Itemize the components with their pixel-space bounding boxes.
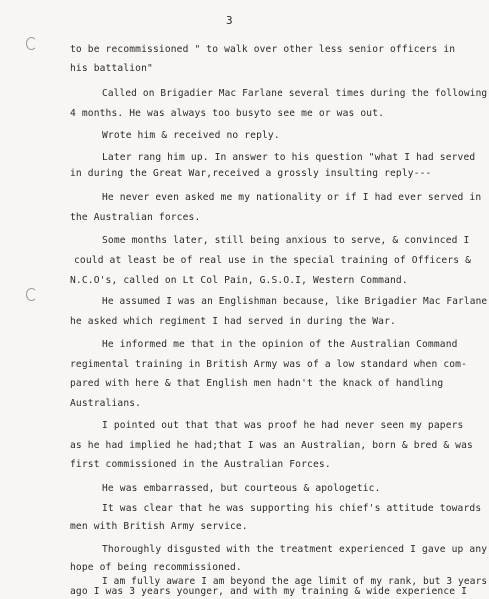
text-line: his battalion" — [70, 63, 153, 74]
text-line: Called on Brigadier Mac Farlane several times during the following — [102, 88, 488, 99]
text-line: he asked which regiment I had served in during the War. — [70, 316, 396, 327]
punch-hole-top — [26, 37, 37, 50]
text-line: ago I was 3 years younger, and with my training & wide experience I — [70, 586, 468, 597]
text-line: could at least be of real use in the special training of Officers & — [74, 255, 472, 266]
text-line: hope of being recommissioned. — [70, 562, 242, 573]
text-line: as he had implied he had;that I was an Australian, born & bred & was — [70, 440, 473, 451]
text-line: regimental training in British Army was of a low standard when com- — [70, 359, 468, 370]
text-line: Later rang him up. In answer to his question "what I had served — [102, 152, 476, 163]
punch-hole-middle — [26, 288, 37, 301]
text-line: in during the Great War,received a grossly insulting reply--- — [70, 168, 432, 179]
text-line: He informed me that in the opinion of the Australian Command — [102, 339, 458, 350]
text-line: to be recommissioned " to walk over other less senior officers in — [70, 44, 456, 55]
text-line: men with British Army service. — [70, 521, 248, 532]
text-line: N.C.O's, called on Lt Col Pain, G.S.O.I, Western Command. — [70, 275, 408, 286]
text-line: He assumed I was an Englishman because, like Brigadier Mac Farlane — [102, 296, 488, 307]
text-line: 4 months. He was always too busyto see me or was out. — [70, 108, 385, 119]
text-line: Thoroughly disgusted with the treatment experienced I gave up any — [102, 544, 488, 555]
text-line: He was embarrassed, but courteous & apologetic. — [102, 483, 381, 494]
text-line: He never even asked me my nationality or if I had ever served in — [102, 192, 482, 203]
text-line: the Australian forces. — [70, 212, 201, 223]
text-line: first commissioned in the Australian Forces. — [70, 459, 331, 470]
text-line: Some months later, still being anxious to serve, & convinced I — [102, 235, 470, 246]
text-line: I am fully aware I am beyond the age limit of my rank, but 3 years — [102, 576, 488, 587]
page-number: 3 — [226, 14, 234, 27]
text-line: It was clear that he was supporting his chief's attitude towards — [102, 503, 482, 514]
text-line: pared with here & that English men hadn't the knack of handling — [70, 378, 444, 389]
text-line: I pointed out that that was proof he had never seen my papers — [102, 420, 464, 431]
text-line: Wrote him & received no reply. — [102, 130, 280, 141]
text-line: Australians. — [70, 398, 142, 409]
